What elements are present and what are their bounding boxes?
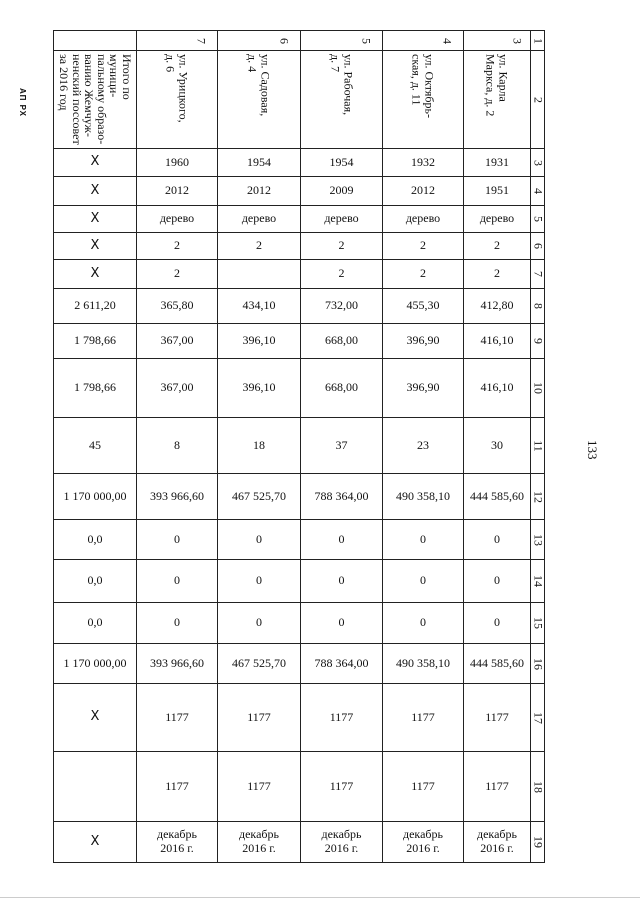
page-bottom-rule: [0, 897, 640, 898]
table-cell: декабрь 2016 г.: [464, 822, 531, 863]
table-cell: 2: [218, 233, 301, 260]
address-header: [464, 51, 531, 149]
table-cell: 2: [383, 260, 464, 289]
table-cell: декабрь 2016 г.: [383, 822, 464, 863]
table-cell: 30: [464, 418, 531, 474]
column-number: [464, 31, 531, 51]
table-cell: 0: [218, 603, 301, 644]
table-row: [54, 260, 545, 289]
column-number: [301, 31, 383, 51]
table-row: [54, 684, 545, 752]
address-header-text: ул. Карла Маркса, д. 2: [484, 53, 511, 116]
table-row: [54, 359, 545, 418]
row-number-text: 18: [530, 780, 545, 793]
row-number-text: 19: [530, 836, 545, 848]
table-cell: 1954: [301, 149, 383, 177]
address-header: [218, 51, 301, 149]
table-cell: 0: [218, 560, 301, 603]
table-cell: 23: [383, 418, 464, 474]
table-cell: 393 966,60: [137, 474, 218, 520]
row-number-text: 15: [530, 617, 545, 629]
table-cell: 434,10: [218, 289, 301, 324]
row-number-text: 5: [530, 216, 545, 222]
row-number: [531, 289, 545, 324]
table-cell: [54, 752, 137, 822]
table-cell: Х: [54, 233, 137, 260]
table-cell: 444 585,60: [464, 474, 531, 520]
column-number-text: 3: [510, 37, 525, 44]
table-cell: 396,10: [218, 324, 301, 359]
page-number: 133: [585, 440, 600, 460]
table-row: [54, 520, 545, 560]
column-number: [383, 31, 464, 51]
table-cell: 1177: [218, 684, 301, 752]
table-row: [54, 418, 545, 474]
table-cell: 365,80: [137, 289, 218, 324]
table-cell: 1177: [464, 752, 531, 822]
table-cell: 1 170 000,00: [54, 644, 137, 684]
address-header-text: Итого по муници- пальному образо- ванию Жемчуж- ненский поссовет за 2016 год: [56, 53, 134, 145]
table-cell: Х: [54, 177, 137, 206]
row-number: [531, 474, 545, 520]
table-cell: 393 966,60: [137, 644, 218, 684]
row-number: [531, 752, 545, 822]
table-cell: 416,10: [464, 359, 531, 418]
table-cell: 1177: [383, 684, 464, 752]
header-index-text: 1: [530, 37, 545, 44]
table-cell: Х: [54, 206, 137, 233]
row-number: [531, 260, 545, 289]
table-cell: 1177: [137, 684, 218, 752]
row-number-text: 9: [530, 338, 545, 344]
table-row: [54, 289, 545, 324]
table-row: [54, 560, 545, 603]
table-cell: 2: [301, 233, 383, 260]
column-number: [218, 31, 301, 51]
table-cell: 1177: [383, 752, 464, 822]
table-cell: 1931: [464, 149, 531, 177]
table-cell: 0,0: [54, 560, 137, 603]
row-number-text: 12: [530, 490, 545, 503]
table-cell: 0: [464, 520, 531, 560]
row-number-text: 14: [530, 575, 545, 587]
table-cell: 412,80: [464, 289, 531, 324]
row-number-text: 17: [530, 711, 545, 724]
table-cell: дерево: [218, 206, 301, 233]
table-cell: 1932: [383, 149, 464, 177]
row-number: [531, 206, 545, 233]
table-row: [54, 177, 545, 206]
row-number-text: 13: [530, 533, 545, 546]
table-row: [54, 752, 545, 822]
table-cell: 0: [137, 520, 218, 560]
table-cell: 396,90: [383, 359, 464, 418]
table-cell: 2: [301, 260, 383, 289]
table-cell: 2: [383, 233, 464, 260]
column-number-text: 4: [440, 37, 455, 44]
header-index: [531, 31, 545, 51]
header-index: [531, 51, 545, 149]
table-cell: дерево: [301, 206, 383, 233]
table-cell: 1960: [137, 149, 218, 177]
address-header-text: ул. Садовая, д. 4: [246, 53, 273, 116]
table-cell: 668,00: [301, 324, 383, 359]
table-cell: дерево: [464, 206, 531, 233]
row-number-text: 10: [530, 382, 545, 394]
table-row: [54, 233, 545, 260]
table-row: [54, 206, 545, 233]
row-number: [531, 560, 545, 603]
table-cell: 490 358,10: [383, 644, 464, 684]
table-cell: 0: [464, 603, 531, 644]
table-cell: дерево: [383, 206, 464, 233]
table-cell: 0: [301, 560, 383, 603]
table-row: [54, 822, 545, 863]
table-cell: 2: [137, 260, 218, 289]
column-number-text: 7: [194, 37, 209, 44]
table-cell: 0: [137, 560, 218, 603]
table-cell: 0: [383, 560, 464, 603]
table-cell: 2: [137, 233, 218, 260]
table-cell: 1951: [464, 177, 531, 206]
column-number-text: 6: [276, 37, 291, 44]
table-cell: 444 585,60: [464, 644, 531, 684]
table-row: [54, 149, 545, 177]
address-header: [383, 51, 464, 149]
table-cell: декабрь 2016 г.: [301, 822, 383, 863]
table-cell: 2012: [218, 177, 301, 206]
row-number: [531, 359, 545, 418]
table-cell: 2012: [137, 177, 218, 206]
table-cell: 367,00: [137, 359, 218, 418]
table-cell: 0: [301, 603, 383, 644]
table-cell: 1177: [218, 752, 301, 822]
row-number: [531, 603, 545, 644]
table-cell: декабрь 2016 г.: [137, 822, 218, 863]
table-cell: 45: [54, 418, 137, 474]
column-number: [137, 31, 218, 51]
table-cell: 367,00: [137, 324, 218, 359]
row-number: [531, 684, 545, 752]
table-cell: 1177: [301, 752, 383, 822]
apartment-buildings-table: [53, 30, 545, 863]
table-cell: [218, 260, 301, 289]
table-cell: 1 798,66: [54, 324, 137, 359]
table-row: [54, 644, 545, 684]
row-number: [531, 520, 545, 560]
column-number: [54, 31, 137, 51]
table-cell: 490 358,10: [383, 474, 464, 520]
row-number-text: 7: [530, 271, 545, 277]
row-number: [531, 177, 545, 206]
table-cell: 1 170 000,00: [54, 474, 137, 520]
table-cell: Х: [54, 822, 137, 863]
address-header: [137, 51, 218, 149]
table-cell: 467 525,70: [218, 474, 301, 520]
row-number: [531, 644, 545, 684]
table-cell: 0,0: [54, 520, 137, 560]
table-cell: 0: [464, 560, 531, 603]
table-cell: 0: [218, 520, 301, 560]
column-number-text: 5: [359, 37, 374, 44]
table-cell: 1177: [464, 684, 531, 752]
table-cell: 396,90: [383, 324, 464, 359]
row-number-text: 16: [530, 657, 545, 670]
row-number: [531, 149, 545, 177]
table-cell: 1177: [301, 684, 383, 752]
table-cell: Х: [54, 684, 137, 752]
table-cell: 0: [137, 603, 218, 644]
table-cell: 1177: [137, 752, 218, 822]
table-cell: 788 364,00: [301, 474, 383, 520]
header-index-text: 2: [530, 96, 545, 103]
table-cell: 788 364,00: [301, 644, 383, 684]
table-cell: 8: [137, 418, 218, 474]
table-cell: 0: [383, 520, 464, 560]
table-cell: 2: [464, 260, 531, 289]
table-cell: 2009: [301, 177, 383, 206]
table-cell: дерево: [137, 206, 218, 233]
table-cell: 1 798,66: [54, 359, 137, 418]
table-cell: 0: [383, 603, 464, 644]
row-number: [531, 822, 545, 863]
table-cell: 396,10: [218, 359, 301, 418]
row-number-text: 11: [530, 439, 545, 452]
table-cell: 2: [464, 233, 531, 260]
archive-stamp: АП РХ: [18, 88, 27, 118]
table-cell: Х: [54, 149, 137, 177]
row-number-text: 3: [530, 159, 545, 166]
row-number-text: 6: [530, 243, 545, 249]
row-number-text: 4: [530, 188, 545, 194]
table-cell: 732,00: [301, 289, 383, 324]
table-row: [54, 324, 545, 359]
table-cell: 0,0: [54, 603, 137, 644]
table-cell: 0: [301, 520, 383, 560]
table-cell: 1954: [218, 149, 301, 177]
table-cell: 2012: [383, 177, 464, 206]
table-cell: 18: [218, 418, 301, 474]
table-cell: 455,30: [383, 289, 464, 324]
table-cell: Х: [54, 260, 137, 289]
row-number: [531, 233, 545, 260]
address-header-text: ул. Рабочая, д. 7: [328, 53, 356, 115]
table-cell: 416,10: [464, 324, 531, 359]
row-number-text: 8: [530, 303, 545, 309]
row-number: [531, 418, 545, 474]
address-header-text: ул. Урицкого, д. 6: [164, 53, 191, 123]
table-cell: 467 525,70: [218, 644, 301, 684]
table-row: [54, 603, 545, 644]
row-number: [531, 324, 545, 359]
address-header: [301, 51, 383, 149]
table-cell: 2 611,20: [54, 289, 137, 324]
table-cell: 37: [301, 418, 383, 474]
table-cell: 668,00: [301, 359, 383, 418]
address-header: [54, 51, 137, 149]
address-header-text: ул. Октябрь- ская, д. 11: [410, 53, 437, 118]
table-cell: декабрь 2016 г.: [218, 822, 301, 863]
table-row: [54, 474, 545, 520]
